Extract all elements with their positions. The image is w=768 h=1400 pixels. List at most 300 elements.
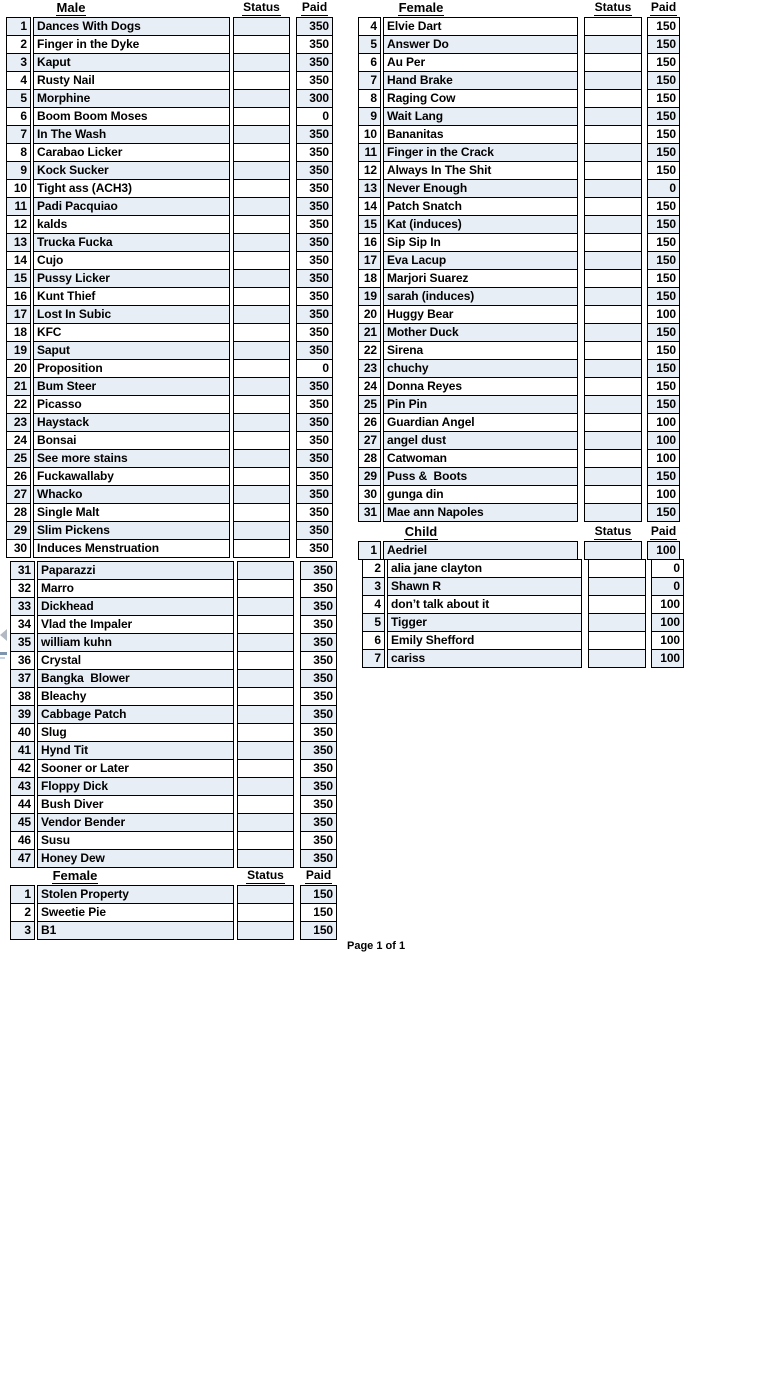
name-cell: Padi Pacquiao: [33, 197, 230, 217]
paid-cell: 350: [296, 251, 333, 270]
row-number-cell: 7: [6, 125, 31, 144]
row-number-cell: 30: [6, 539, 31, 558]
name-cell: Crystal: [37, 651, 234, 670]
status-cell: [584, 287, 642, 306]
row-number-cell: 9: [6, 161, 31, 180]
row-number-cell: 16: [6, 287, 31, 306]
paid-cell: 0: [651, 577, 684, 596]
paid-cell: 150: [647, 89, 680, 108]
name-cell: Kock Sucker: [33, 161, 230, 180]
name-cell: Mae ann Napoles: [383, 503, 578, 522]
row-number-cell: 29: [6, 521, 31, 540]
table-row: [6, 431, 333, 450]
table-row: [358, 161, 680, 180]
row-number-cell: 46: [10, 831, 35, 850]
table-row: [358, 53, 680, 72]
paid-cell: 350: [296, 197, 333, 217]
paid-cell: 350: [296, 323, 333, 342]
paid-cell: 350: [296, 485, 333, 504]
table-row: [358, 143, 680, 162]
table-row: [358, 503, 680, 522]
paid-cell: 350: [296, 431, 333, 450]
paid-cell: 300: [296, 89, 333, 108]
status-cell: [584, 251, 642, 270]
row-number-cell: 14: [6, 251, 31, 270]
status-cell: [233, 341, 290, 360]
status-cell: [588, 631, 646, 650]
paid-cell: 350: [296, 17, 333, 36]
paid-cell: 100: [647, 305, 680, 324]
status-cell: [233, 539, 290, 558]
row-number-cell: 8: [358, 89, 381, 108]
row-number-cell: 3: [362, 577, 385, 596]
table-row: [358, 17, 680, 36]
table-row: [358, 179, 680, 198]
status-cell: [233, 269, 290, 289]
status-cell: [584, 359, 642, 378]
paid-cell: 350: [296, 503, 333, 522]
table-row: [358, 431, 680, 450]
name-cell: Elvie Dart: [383, 17, 578, 36]
row-number-cell: 14: [358, 197, 381, 217]
table-row: [358, 449, 680, 468]
status-column-header-label: Status: [243, 0, 280, 14]
row-number-cell: 31: [10, 561, 35, 580]
status-cell: [237, 615, 294, 634]
name-cell: Vlad the Impaler: [37, 615, 234, 634]
status-cell: [233, 35, 290, 54]
paid-cell: 100: [647, 449, 680, 468]
status-cell: [584, 53, 642, 72]
row-number-cell: 17: [6, 305, 31, 324]
paid-cell: 350: [300, 759, 337, 778]
status-cell: [237, 903, 294, 922]
name-cell: Lost In Subic: [33, 305, 230, 324]
table-row: [6, 89, 333, 108]
table-row: [6, 197, 333, 216]
table-row: [358, 89, 680, 108]
table-row: [362, 577, 684, 596]
name-cell: Bum Steer: [33, 377, 230, 396]
row-number-cell: 19: [358, 287, 381, 306]
name-cell: Raging Cow: [383, 89, 578, 108]
row-number-cell: 21: [6, 377, 31, 396]
table-row: [358, 467, 680, 486]
name-cell: kalds: [33, 215, 230, 234]
name-cell: Pin Pin: [383, 395, 578, 414]
section-title-label: Male: [56, 0, 86, 15]
name-cell: Aedriel: [383, 541, 578, 560]
paid-cell: 150: [647, 143, 680, 162]
table-row: [6, 215, 333, 234]
table-row: [10, 561, 337, 580]
status-cell: [584, 377, 642, 396]
table-row: [358, 287, 680, 306]
status-cell: [584, 413, 642, 432]
row-number-cell: 12: [358, 161, 381, 180]
section-title-label: Female: [52, 868, 98, 883]
name-cell: Saput: [33, 341, 230, 360]
status-cell: [588, 613, 646, 632]
name-cell: Slug: [37, 723, 234, 742]
row-number-cell: 20: [6, 359, 31, 378]
paid-cell: 350: [300, 633, 337, 652]
status-column-header-label: Status: [594, 0, 632, 14]
row-number-cell: 23: [6, 413, 31, 432]
paid-cell: 350: [296, 71, 333, 90]
paid-cell: 150: [647, 323, 680, 342]
scrollbar-fragment[interactable]: [0, 652, 7, 655]
status-cell: [237, 813, 294, 832]
name-cell: angel dust: [383, 431, 578, 450]
paid-cell: 0: [296, 359, 333, 378]
status-cell: [233, 431, 290, 450]
name-cell: In The Wash: [33, 125, 230, 144]
row-number-cell: 10: [6, 179, 31, 198]
row-number-cell: 8: [6, 143, 31, 162]
table-row: [358, 269, 680, 288]
row-number-cell: 22: [6, 395, 31, 414]
paid-cell: 150: [300, 903, 337, 922]
row-number-cell: 34: [10, 615, 35, 634]
status-cell: [237, 849, 294, 868]
table-row: [6, 125, 333, 144]
row-number-cell: 11: [6, 197, 31, 217]
status-column-header-label: Status: [247, 868, 284, 882]
row-number-cell: 2: [10, 903, 35, 922]
scroll-left-arrow-icon[interactable]: [0, 629, 7, 641]
table-row: [6, 449, 333, 468]
status-column-header: [237, 868, 294, 885]
name-cell: Dances With Dogs: [33, 17, 230, 36]
table-row: [358, 71, 680, 90]
row-number-cell: 1: [10, 885, 35, 904]
paid-cell: 350: [300, 669, 337, 688]
table-row: [358, 251, 680, 270]
status-cell: [233, 197, 290, 217]
paid-cell: 150: [300, 885, 337, 904]
status-cell: [233, 71, 290, 90]
row-number-cell: 13: [6, 233, 31, 253]
paid-cell: 350: [296, 233, 333, 253]
table-row: [10, 813, 337, 832]
paid-cell: 0: [647, 179, 680, 198]
row-number-cell: 3: [6, 53, 31, 72]
name-cell: Shawn R: [387, 577, 582, 596]
paid-cell: 150: [647, 161, 680, 180]
name-cell: Susu: [37, 831, 234, 850]
table-row: [358, 35, 680, 54]
status-cell: [584, 215, 642, 235]
name-cell: Wait Lang: [383, 107, 578, 126]
name-cell: Hand Brake: [383, 71, 578, 90]
row-number-cell: 23: [358, 359, 381, 378]
status-cell: [237, 723, 294, 742]
row-number-cell: 7: [362, 649, 385, 668]
row-number-cell: 28: [6, 503, 31, 522]
paid-column-header-label: Paid: [301, 0, 328, 14]
name-cell: Mother Duck: [383, 323, 578, 342]
row-number-cell: 10: [358, 125, 381, 144]
status-cell: [233, 287, 290, 306]
table-row: [6, 413, 333, 432]
paid-cell: 150: [647, 215, 680, 235]
paid-cell: 350: [300, 777, 337, 796]
status-cell: [233, 143, 290, 162]
row-number-cell: 35: [10, 633, 35, 652]
row-number-cell: 5: [358, 35, 381, 54]
name-cell: Floppy Dick: [37, 777, 234, 796]
paid-cell: 150: [647, 53, 680, 72]
row-number-cell: 27: [358, 431, 381, 450]
paid-cell: 150: [647, 503, 680, 522]
section-title: [389, 0, 453, 17]
table-row: [358, 341, 680, 360]
status-cell: [233, 125, 290, 144]
row-number-cell: 2: [362, 559, 385, 578]
name-cell: Induces Menstruation: [33, 539, 230, 558]
table-row: [6, 485, 333, 504]
table-row: [10, 831, 337, 850]
name-cell: Marro: [37, 579, 234, 598]
status-column-header: [584, 524, 642, 541]
paid-cell: 350: [296, 143, 333, 162]
row-number-cell: 6: [358, 53, 381, 72]
paid-cell: 150: [647, 341, 680, 360]
name-cell: Kunt Thief: [33, 287, 230, 306]
paid-cell: 350: [296, 287, 333, 306]
row-number-cell: 1: [358, 541, 381, 560]
table-row: [358, 377, 680, 396]
table-row: [10, 633, 337, 652]
table-row: [358, 233, 680, 252]
status-cell: [584, 17, 642, 36]
table-row: [362, 559, 684, 578]
status-cell: [584, 467, 642, 486]
paid-cell: 350: [296, 395, 333, 414]
name-cell: Whacko: [33, 485, 230, 504]
status-cell: [584, 269, 642, 289]
row-number-cell: 11: [358, 143, 381, 162]
paid-cell: 350: [296, 413, 333, 432]
row-number-cell: 20: [358, 305, 381, 324]
paid-cell: 350: [300, 795, 337, 814]
paid-cell: 350: [296, 341, 333, 360]
table-row: [358, 305, 680, 324]
paid-cell: 150: [647, 233, 680, 253]
name-cell: Pussy Licker: [33, 269, 230, 289]
paid-cell: 350: [300, 687, 337, 706]
table-row: [10, 903, 337, 922]
paid-cell: 350: [296, 467, 333, 486]
status-cell: [584, 197, 642, 217]
status-cell: [237, 921, 294, 940]
status-cell: [584, 161, 642, 180]
status-column-header-label: Status: [594, 524, 632, 538]
status-cell: [588, 577, 646, 596]
paid-cell: 350: [300, 705, 337, 724]
table-row: [6, 395, 333, 414]
paid-cell: 150: [647, 71, 680, 90]
row-number-cell: 12: [6, 215, 31, 234]
table-row: [10, 759, 337, 778]
status-cell: [233, 413, 290, 432]
status-cell: [233, 233, 290, 253]
status-cell: [584, 431, 642, 450]
status-cell: [584, 341, 642, 360]
status-cell: [233, 359, 290, 378]
table-row: [6, 539, 333, 558]
name-cell: Stolen Property: [37, 885, 234, 904]
name-cell: alia jane clayton: [387, 559, 582, 578]
row-number-cell: 3: [10, 921, 35, 940]
paid-cell: 150: [647, 395, 680, 414]
row-number-cell: 37: [10, 669, 35, 688]
paid-cell: 350: [300, 723, 337, 742]
table-row: [362, 595, 684, 614]
row-number-cell: 4: [362, 595, 385, 614]
name-cell: Finger in the Crack: [383, 143, 578, 162]
row-number-cell: 41: [10, 741, 35, 760]
name-cell: Bangka Blower: [37, 669, 234, 688]
name-cell: Bush Diver: [37, 795, 234, 814]
paid-cell: 150: [647, 287, 680, 306]
name-cell: Bleachy: [37, 687, 234, 706]
row-number-cell: 1: [6, 17, 31, 36]
table-row: [358, 541, 680, 560]
row-number-cell: 43: [10, 777, 35, 796]
paid-cell: 100: [647, 413, 680, 432]
table-row: [358, 323, 680, 342]
status-cell: [588, 595, 646, 614]
section-title-label: Female: [398, 0, 444, 15]
row-number-cell: 18: [6, 323, 31, 342]
name-cell: Sooner or Later: [37, 759, 234, 778]
paid-column-header-label: Paid: [305, 868, 332, 882]
paid-cell: 150: [647, 377, 680, 396]
name-cell: Honey Dew: [37, 849, 234, 868]
name-cell: Catwoman: [383, 449, 578, 468]
paid-cell: 350: [300, 813, 337, 832]
row-number-cell: 40: [10, 723, 35, 742]
paid-cell: 350: [296, 305, 333, 324]
table-row: [358, 395, 680, 414]
status-cell: [237, 687, 294, 706]
row-number-cell: 5: [362, 613, 385, 632]
table-row: [10, 741, 337, 760]
paid-cell: 350: [300, 615, 337, 634]
status-cell: [237, 741, 294, 760]
table-row: [6, 503, 333, 522]
paid-cell: 350: [296, 449, 333, 468]
name-cell: Bananitas: [383, 125, 578, 144]
status-cell: [237, 759, 294, 778]
name-cell: Kat (induces): [383, 215, 578, 235]
status-cell: [584, 143, 642, 162]
status-cell: [237, 597, 294, 616]
table-row: [6, 467, 333, 486]
table-row: [6, 341, 333, 360]
paid-cell: 150: [647, 467, 680, 486]
name-cell: sarah (induces): [383, 287, 578, 306]
name-cell: Finger in the Dyke: [33, 35, 230, 54]
paid-cell: 150: [647, 125, 680, 144]
status-cell: [233, 17, 290, 36]
status-cell: [233, 251, 290, 270]
name-cell: Kaput: [33, 53, 230, 72]
paid-cell: 350: [300, 561, 337, 580]
table-row: [10, 669, 337, 688]
status-cell: [584, 125, 642, 144]
table-row: [10, 597, 337, 616]
paid-cell: 350: [300, 579, 337, 598]
paid-cell: 350: [296, 521, 333, 540]
name-cell: Huggy Bear: [383, 305, 578, 324]
status-cell: [237, 669, 294, 688]
female_left-header: [10, 868, 337, 885]
row-number-cell: 5: [6, 89, 31, 108]
paid-cell: 350: [296, 179, 333, 198]
table-row: [6, 17, 333, 36]
status-cell: [588, 559, 646, 578]
status-cell: [584, 107, 642, 126]
name-cell: Hynd Tit: [37, 741, 234, 760]
name-cell: Proposition: [33, 359, 230, 378]
table-row: [358, 107, 680, 126]
name-cell: don’t talk about it: [387, 595, 582, 614]
row-number-cell: 39: [10, 705, 35, 724]
row-number-cell: 4: [6, 71, 31, 90]
row-number-cell: 42: [10, 759, 35, 778]
name-cell: Cujo: [33, 251, 230, 270]
table-row: [362, 631, 684, 650]
status-cell: [584, 305, 642, 324]
paid-cell: 100: [651, 595, 684, 614]
row-number-cell: 13: [358, 179, 381, 198]
name-cell: Trucka Fucka: [33, 233, 230, 253]
table-row: [358, 485, 680, 504]
status-cell: [233, 467, 290, 486]
status-cell: [233, 503, 290, 522]
paid-cell: 350: [296, 269, 333, 289]
name-cell: Never Enough: [383, 179, 578, 198]
status-cell: [233, 53, 290, 72]
row-number-cell: 27: [6, 485, 31, 504]
row-number-cell: 29: [358, 467, 381, 486]
name-cell: Sweetie Pie: [37, 903, 234, 922]
paid-cell: 350: [296, 161, 333, 180]
table-row: [6, 107, 333, 126]
paid-column-header: [645, 0, 682, 17]
name-cell: Tight ass (ACH3): [33, 179, 230, 198]
name-cell: Boom Boom Moses: [33, 107, 230, 126]
status-cell: [584, 323, 642, 342]
paid-cell: 350: [300, 741, 337, 760]
status-cell: [584, 503, 642, 522]
status-cell: [584, 395, 642, 414]
name-cell: gunga din: [383, 485, 578, 504]
child-header: [358, 524, 680, 541]
name-cell: KFC: [33, 323, 230, 342]
paid-cell: 350: [300, 849, 337, 868]
paid-cell: 100: [647, 541, 680, 560]
row-number-cell: 25: [358, 395, 381, 414]
name-cell: Cabbage Patch: [37, 705, 234, 724]
name-cell: Paparazzi: [37, 561, 234, 580]
row-number-cell: 18: [358, 269, 381, 289]
table-row: [358, 197, 680, 216]
scrollbar-fragment[interactable]: [0, 657, 5, 659]
